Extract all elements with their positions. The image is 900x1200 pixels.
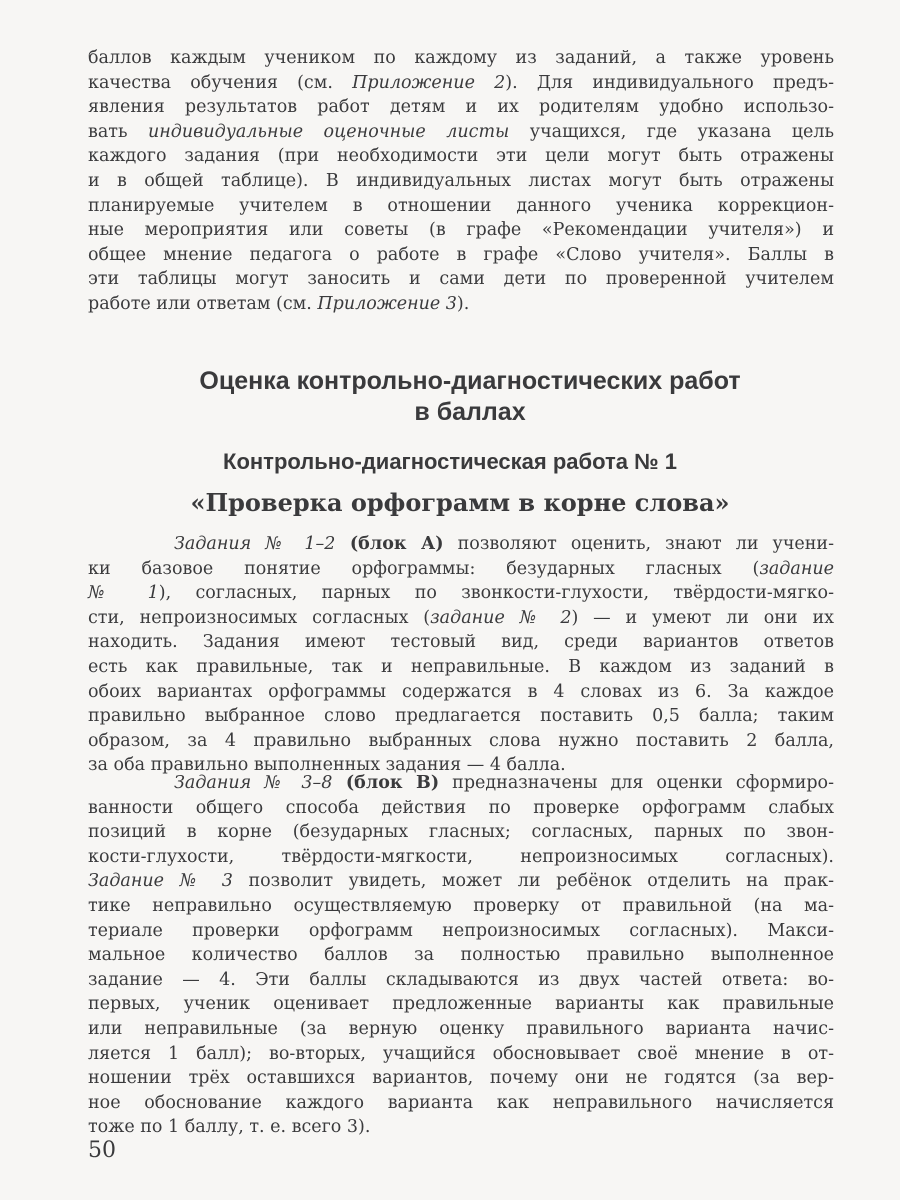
page-number: 50	[88, 1138, 116, 1163]
text-line	[88, 869, 834, 894]
text-line	[88, 243, 834, 268]
text-line	[88, 655, 834, 680]
block-b-paragraph	[88, 771, 834, 1140]
italic-text: Приложение 2	[352, 72, 506, 93]
text-segment: ванности общего способа действия по проверке орфограмм слабых	[88, 797, 834, 818]
text-line	[88, 729, 834, 754]
text-line	[88, 894, 834, 919]
text-segment: кости-глухости, твёрдости-мягкости, непроизносимых согласных).	[88, 846, 834, 867]
text-segment: находить. Задания имеют тестовый вид, среди вариантов ответов	[88, 632, 834, 653]
text-line	[88, 1066, 834, 1091]
italic-text: Задание № 3	[88, 871, 233, 892]
text-segment: позиций в корне (безударных гласных; согласных, парных по звон-	[88, 822, 834, 843]
text-line	[88, 820, 834, 845]
text-line	[88, 680, 834, 705]
text-segment: планируемые учителем в отношении данного ученика коррекцион-	[88, 195, 834, 216]
italic-text: № 1	[88, 583, 159, 604]
italic-text: задание № 2	[430, 607, 572, 628]
text-line	[88, 144, 834, 169]
text-segment: качества обучения (см.	[88, 72, 353, 93]
text-segment: ) — и умеют ли они их	[571, 607, 834, 628]
text-line	[88, 120, 834, 145]
text-segment: мальное количество баллов за полностью правильно выполненное	[88, 945, 834, 966]
text-segment: образом, за 4 правильно выбранных слова нужно поставить 2 балла,	[88, 730, 834, 751]
text-line	[88, 796, 834, 821]
intro-paragraph	[88, 46, 834, 317]
text-segment: эти таблицы могут заносить и сами дети по проверенной учителем	[88, 269, 834, 290]
text-segment: ки базовое понятие орфограммы: безударных гласных (	[88, 558, 760, 579]
text-segment: тике неправильно осуществляемую проверку от правильной (на ма-	[88, 895, 834, 916]
work-title: Контрольно-диагностическая работа № 1	[223, 449, 677, 474]
text-line	[88, 267, 834, 292]
section-heading-line2: в баллах	[414, 398, 526, 426]
italic-text: индивидуальные оценочные листы	[147, 121, 510, 142]
bold-text: (блок В)	[332, 773, 440, 793]
bold-text: (блок А)	[335, 534, 444, 554]
text-segment: или неправильные (за верную оценку правильного варианта начис-	[88, 1018, 834, 1039]
text-segment: тоже по 1 баллу, т. е. всего 3).	[88, 1117, 371, 1138]
text-segment: вать	[88, 121, 148, 142]
text-line	[88, 95, 834, 120]
text-line	[88, 194, 834, 219]
text-line	[88, 771, 834, 796]
text-line	[88, 968, 834, 993]
text-line	[88, 218, 834, 243]
text-segment: сти, непроизносимых согласных (	[88, 607, 431, 628]
text-segment: каждого задания (при необходимости эти цели могут быть отражены	[88, 146, 834, 167]
text-segment: правильно выбранное слово предлагается поставить 0,5 балла; таким	[88, 706, 834, 727]
text-segment: ные мероприятия или советы (в графе «Рекомендации учителя») и	[88, 220, 834, 241]
text-segment: учащихся, где указана цель	[509, 121, 835, 142]
text-segment: общее мнение педагога о работе в графе «Слово учителя». Баллы в	[88, 244, 834, 265]
text-segment: позволяют оценить, знают ли учени-	[443, 534, 834, 554]
text-segment: за оба правильно выполненных задания — 4 балла.	[88, 755, 566, 776]
text-segment: первых, ученик оценивает предложенные варианты как правильные	[88, 994, 834, 1015]
text-segment: и в общей таблице). В индивидуальных листах могут быть отражены	[88, 170, 834, 191]
italic-text: задание	[759, 558, 834, 579]
text-line	[88, 1115, 834, 1140]
text-line	[88, 845, 834, 870]
text-line	[88, 581, 834, 606]
text-segment: ляется 1 балл); во-вторых, учащийся обосновывает своё мнение в от-	[88, 1043, 834, 1064]
text-line	[88, 704, 834, 729]
text-segment: териале проверки орфограмм непроизносимых согласных). Макси-	[88, 920, 834, 941]
text-segment: баллов каждым учеником по каждому из заданий, а также уровень	[88, 48, 834, 68]
text-line	[88, 46, 834, 71]
text-line	[88, 630, 834, 655]
section-heading-line1: Оценка контрольно-диагностических работ	[199, 367, 741, 395]
text-line	[88, 992, 834, 1017]
text-line	[88, 943, 834, 968]
text-line	[88, 1091, 834, 1116]
text-segment: явления результатов работ детям и их родителям удобно использо-	[88, 97, 834, 118]
italic-text: Приложение 3	[317, 293, 457, 314]
text-segment: ное обоснование каждого варианта как неправильного начисляется	[88, 1092, 834, 1113]
text-line	[88, 1042, 834, 1067]
italic-text: Задания № 1–2	[174, 534, 336, 554]
text-line	[88, 292, 834, 317]
block-a-paragraph	[88, 532, 834, 778]
text-segment: ).	[456, 293, 470, 314]
text-segment: задание — 4. Эти баллы складываются из двух частей ответа: во-	[88, 969, 834, 990]
text-line	[88, 606, 834, 631]
text-line	[88, 169, 834, 194]
text-segment: есть как правильные, так и неправильные. В каждом из заданий в	[88, 656, 834, 677]
text-segment: ношении трёх оставшихся вариантов, почему они не годятся (за вер-	[88, 1068, 834, 1089]
text-segment: ). Для индивидуального предъ-	[505, 72, 834, 93]
text-line	[88, 71, 834, 96]
text-line	[88, 919, 834, 944]
text-segment: обоих вариантах орфограммы содержатся в 4 словах из 6. За каждое	[88, 681, 834, 702]
text-segment: работе или ответам (см.	[88, 293, 318, 314]
work-subtitle: «Проверка орфограмм в корне слова»	[190, 488, 730, 517]
text-line	[88, 557, 834, 582]
text-line	[88, 1017, 834, 1042]
italic-text: Задания № 3–8	[174, 773, 333, 793]
text-segment: предназначены для оценки сформиро-	[439, 773, 835, 793]
text-line	[88, 532, 834, 557]
text-segment: позволит увидеть, может ли ребёнок отделить на прак-	[232, 871, 834, 892]
text-segment: ), согласных, парных по звонкости-глухости, твёрдости-мягко-	[158, 583, 834, 604]
